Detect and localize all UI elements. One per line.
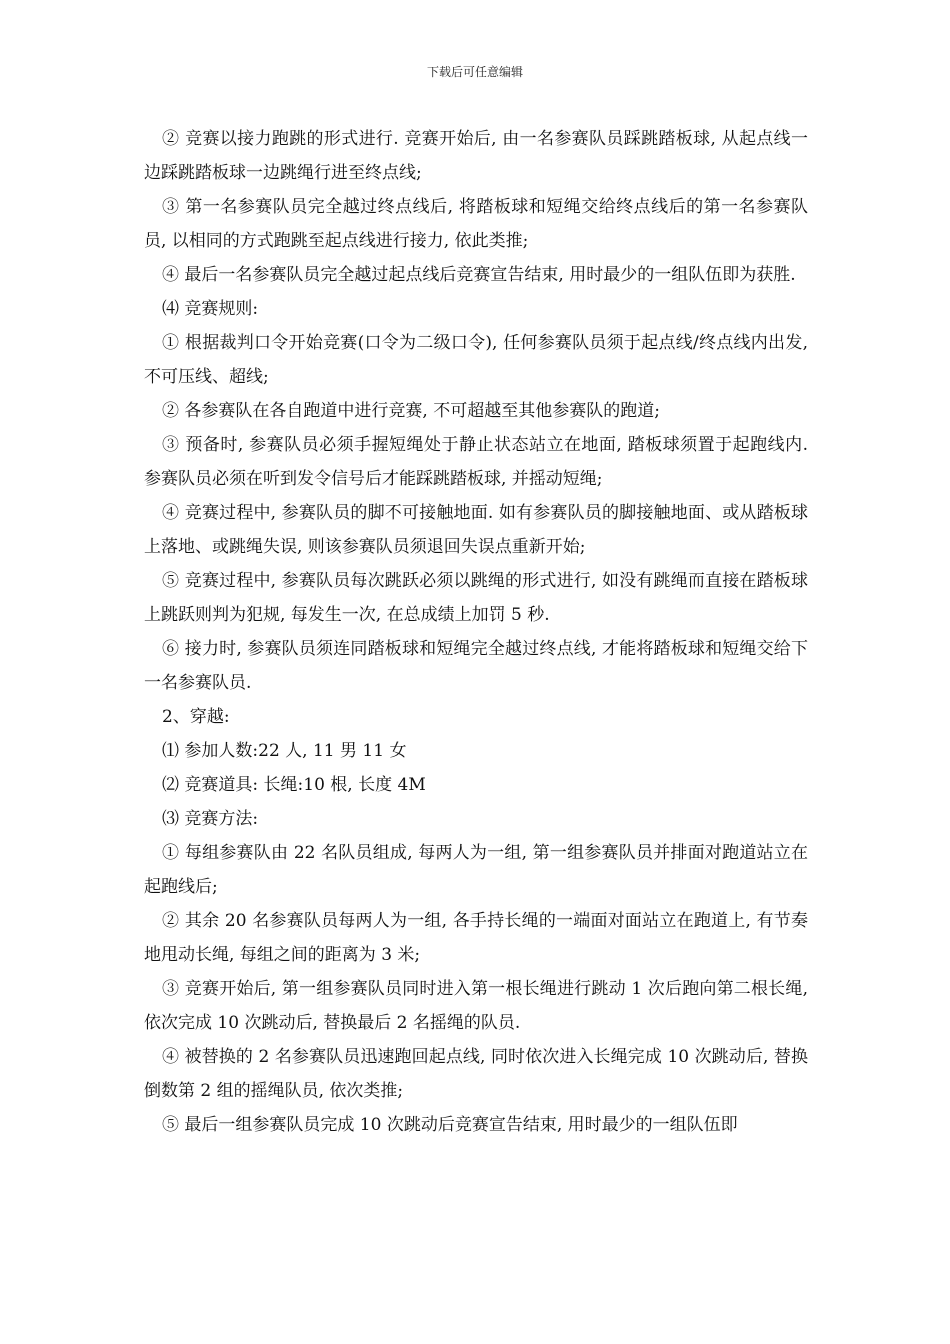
document-body — [144, 122, 808, 1142]
paragraph-relay-method-2: ② 竞赛以接力跑跳的形式进行. 竞赛开始后, 由一名参赛队员踩跳踏板球, 从起点线一边踩跳踏板球一边跳绳行进至终点线; — [144, 129, 808, 183]
page-header: 下载后可任意编辑 — [426, 65, 523, 79]
paragraph-rule-5: ⑤ 竞赛过程中, 参赛队员每次跳跃必须以跳绳的形式进行, 如没有跳绳而直接在踏板球上跳跃则判为犯规, 每发生一次, 在总成绩上加罚 5 秒. — [144, 571, 808, 625]
paragraph-relay-method-3: ③ 第一名参赛队员完全越过终点线后, 将踏板球和短绳交给终点线后的第一名参赛队员, 以相同的方式跑跳至起点线进行接力, 依此类推; — [144, 197, 808, 251]
paragraph-relay-method-4: ④ 最后一名参赛队员完全越过起点线后竞赛宣告结束, 用时最少的一组队伍即为获胜. — [162, 265, 796, 285]
paragraph-equipment: ⑵ 竞赛道具: 长绳:10 根, 长度 4M — [162, 775, 426, 795]
paragraph-method-4: ④ 被替换的 2 名参赛队员迅速跑回起点线, 同时依次进入长绳完成 10 次跳动后, 替换倒数第 2 组的摇绳队员, 依次类推; — [144, 1047, 808, 1101]
paragraph-method-2: ② 其余 20 名参赛队员每两人为一组, 各手持长绳的一端面对面站立在跑道上, 有节奏地甩动长绳, 每组之间的距离为 3 米; — [144, 911, 808, 965]
section-heading-crossing: 2、穿越: — [162, 707, 230, 727]
paragraph-method-5: ⑤ 最后一组参赛队员完成 10 次跳动后竞赛宣告结束, 用时最少的一组队伍即 — [162, 1115, 738, 1135]
paragraph-rule-6: ⑥ 接力时, 参赛队员须连同踏板球和短绳完全越过终点线, 才能将踏板球和短绳交给下一名参赛队员. — [144, 639, 808, 693]
paragraph-rule-1: ① 根据裁判口令开始竞赛(口令为二级口令), 任何参赛队员须于起点线/终点线内出发, 不可压线、超线; — [144, 333, 808, 387]
paragraph-rule-4: ④ 竞赛过程中, 参赛队员的脚不可接触地面. 如有参赛队员的脚接触地面、或从踏板球上落地、或跳绳失误, 则该参赛队员须退回失误点重新开始; — [144, 503, 808, 557]
paragraph-rule-3: ③ 预备时, 参赛队员必须手握短绳处于静止状态站立在地面, 踏板球须置于起跑线内. 参赛队员必须在听到发令信号后才能踩跳踏板球, 并摇动短绳; — [144, 435, 808, 489]
paragraph-rule-2: ② 各参赛队在各自跑道中进行竞赛, 不可超越至其他参赛队的跑道; — [162, 401, 660, 421]
section-heading-rules: ⑷ 竞赛规则: — [162, 299, 259, 319]
paragraph-method-3: ③ 竞赛开始后, 第一组参赛队员同时进入第一根长绳进行跳动 1 次后跑向第二根长绳, 依次完成 10 次跳动后, 替换最后 2 名摇绳的队员. — [144, 979, 808, 1033]
paragraph-participants: ⑴ 参加人数:22 人, 11 男 11 女 — [162, 741, 407, 761]
paragraph-method-1: ① 每组参赛队由 22 名队员组成, 每两人为一组, 第一组参赛队员并排面对跑道站立在起跑线后; — [144, 843, 808, 897]
section-heading-method: ⑶ 竞赛方法: — [162, 809, 259, 829]
